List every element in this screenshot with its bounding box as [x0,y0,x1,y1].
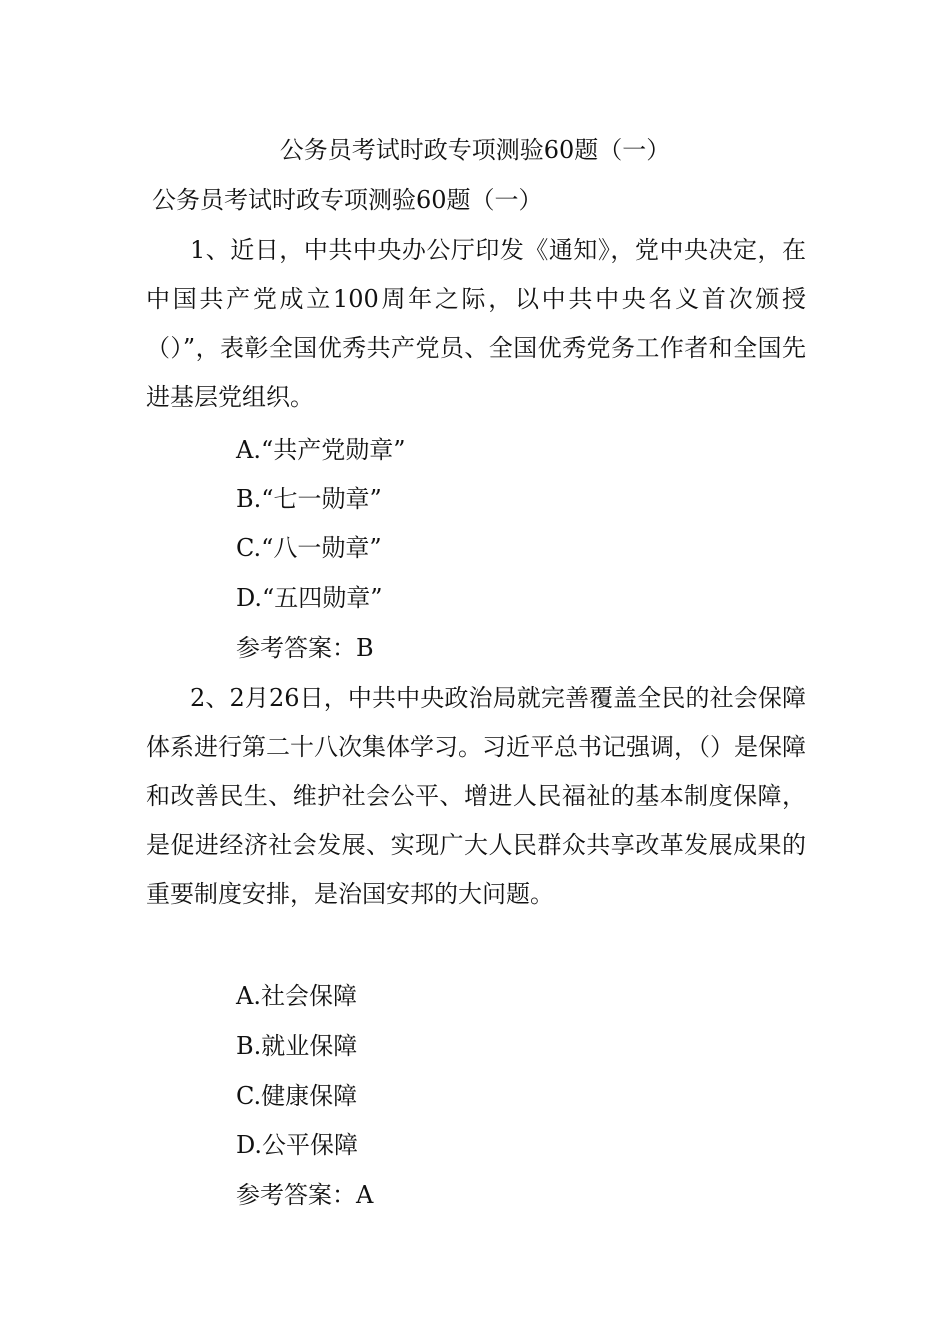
question-2-option-c: C.健康保障 [236,1082,358,1110]
question-2-text: 2、2月26日，中共中央政治局就完善覆盖全民的社会保障体系进行第二十八次集体学习。习近平总书记强调，（）是保障和改善民生、维护社会公平、增进人民福祉的基本制度保障，是促进经济社会发展、实现广大人民群众共享改革发展成果的重要制度安排，是治国安邦的大问题。 [146,684,806,908]
question-2-option-a: A.社会保障 [236,982,357,1010]
question-2-option-b: B.就业保障 [236,1032,358,1060]
question-1-option-c: C.“八一勋章” [236,534,382,562]
question-1-text: 1、近日，中共中央办公厅印发《通知》，党中央决定，在中国共产党成立100周年之际，以中共中央名义首次颁授（）”，表彰全国优秀共产党员、全国优秀党务工作者和全国先进基层党组织。 [146,236,806,411]
question-1-option-b: B.“七一勋章” [236,485,382,513]
question-1-answer: 参考答案：B [236,634,374,662]
question-1-option-d: D.“五四勋章” [236,584,383,612]
question-2-option-d: D.公平保障 [236,1131,359,1159]
document-subtitle: 公务员考试时政专项测验60题（一） [152,186,543,214]
question-1-option-a: A.“共产党勋章” [236,436,406,464]
question-2-answer: 参考答案：A [236,1181,374,1209]
document-title: 公务员考试时政专项测验60题（一） [279,136,671,164]
